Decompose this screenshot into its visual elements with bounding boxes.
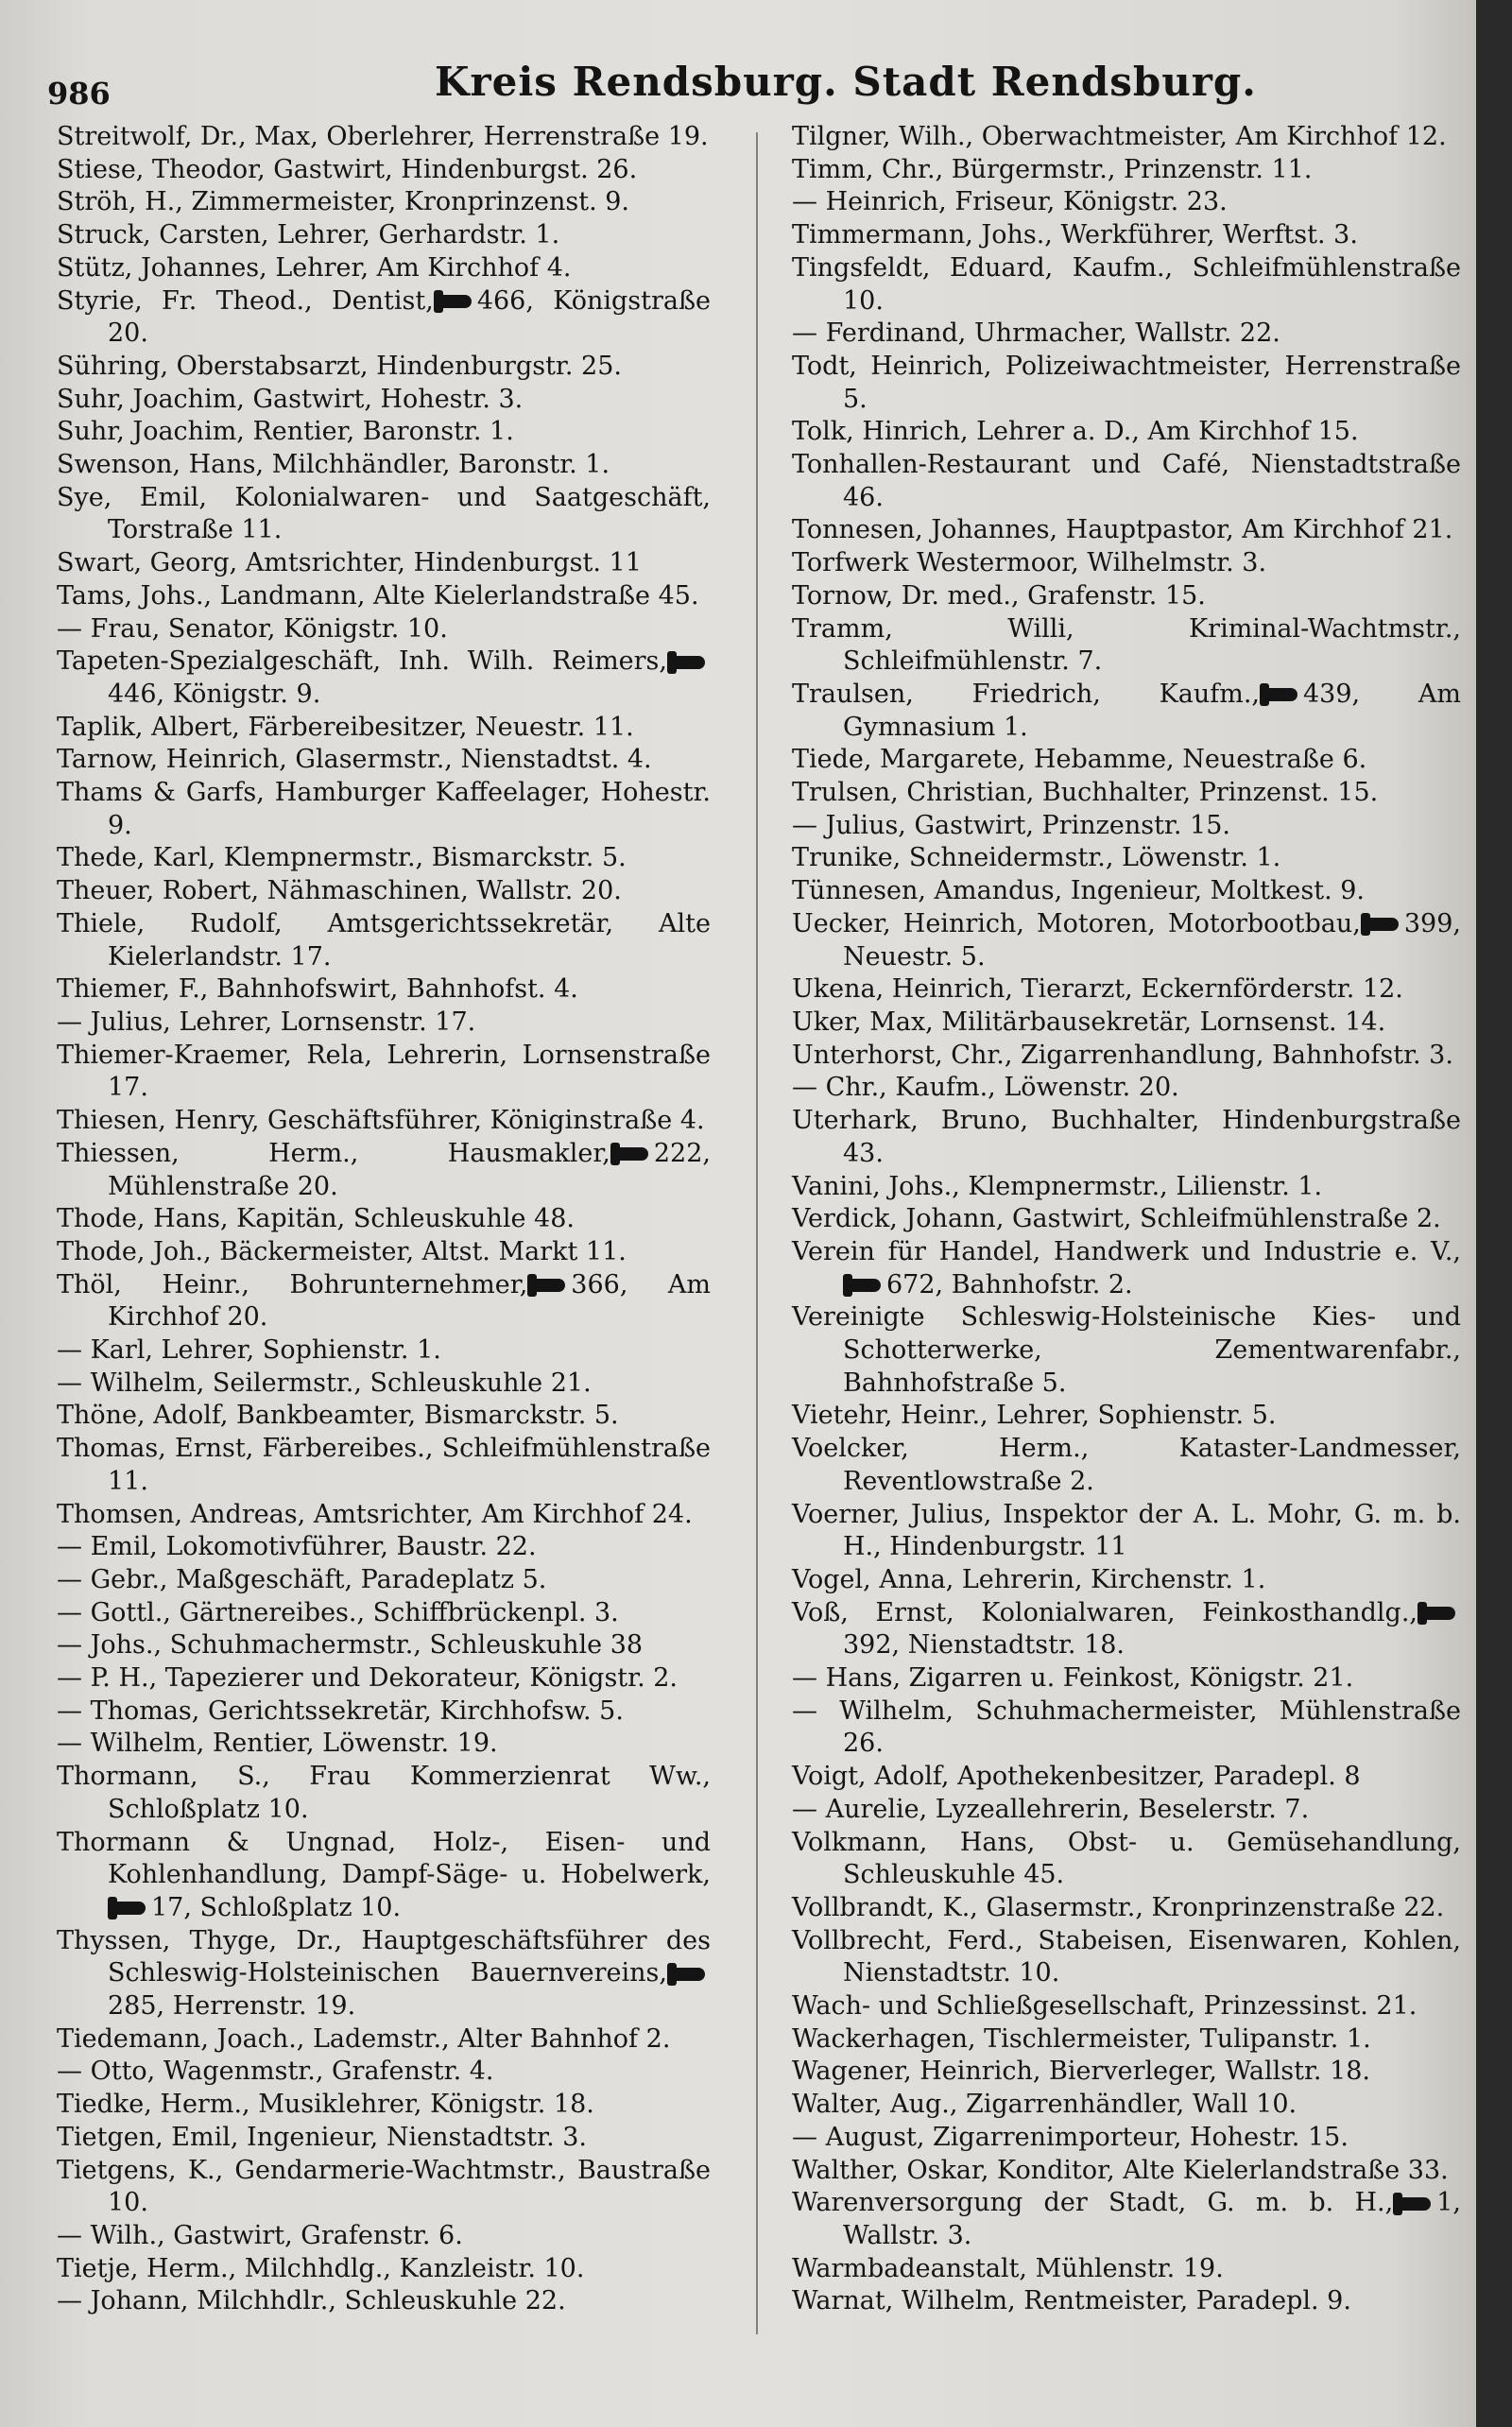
directory-entry: Ukena, Heinrich, Tierarzt, Eckernförderstr. 12. bbox=[792, 974, 1403, 1005]
directory-entry: Thiesen, Henry, Geschäftsführer, Königinstraße 4. bbox=[57, 1106, 705, 1136]
directory-entry: Tilgner, Wilh., Oberwachtmeister, Am Kirchhof 12. bbox=[792, 122, 1447, 151]
directory-entry: Vollbrandt, K., Glasermstr., Kronprinzenstraße 22. bbox=[792, 1892, 1445, 1922]
directory-entry: — Wilhelm, Seilermstr., Schleuskuhle 21. bbox=[57, 1368, 592, 1398]
directory-entry: Trulsen, Christian, Buchhalter, Prinzenst. 15. bbox=[792, 778, 1379, 808]
directory-entry: — Wilhelm, Schuhmachermeister, Mühlenstraße 26. bbox=[792, 1695, 1461, 1759]
directory-entry: — Aurelie, Lyzeallehrerin, Beselerstr. 7. bbox=[792, 1794, 1310, 1824]
directory-entry: Tonhallen-Restaurant und Café, Nienstadtstraße 46. bbox=[792, 450, 1461, 512]
directory-entry: — Ferdinand, Uhrmacher, Wallstr. 22. bbox=[792, 318, 1280, 349]
directory-entry: Tietgens, K., Gendarmerie-Wachtmstr., Baustraße 10. bbox=[57, 2155, 711, 2218]
directory-entry: Uterhark, Bruno, Buchhalter, Hindenburgstraße 43. bbox=[792, 1106, 1461, 1168]
directory-entry: Tünnesen, Amandus, Ingenieur, Moltkest. 9. bbox=[792, 876, 1365, 906]
directory-entry: Swart, Georg, Amtsrichter, Hindenburgst. 11 bbox=[57, 548, 642, 578]
directory-entry: Thomsen, Andreas, Amtsrichter, Am Kirchhof 24. bbox=[57, 1499, 693, 1529]
directory-entry: Tolk, Hinrich, Lehrer a. D., Am Kirchhof 15. bbox=[792, 417, 1359, 447]
directory-entry: — Chr., Kaufm., Löwenstr. 20. bbox=[792, 1073, 1179, 1103]
directory-entry: Taplik, Albert, Färbereibesitzer, Neuestr. 11. bbox=[57, 712, 634, 742]
directory-entry: — Gebr., Maßgeschäft, Paradeplatz 5. bbox=[57, 1564, 547, 1594]
directory-entry: Sühring, Oberstabsarzt, Hindenburgstr. 25. bbox=[57, 351, 622, 381]
directory-entry: Warnat, Wilhelm, Rentmeister, Paradepl. 9. bbox=[792, 2286, 1351, 2316]
directory-entry: Warmbadeanstalt, Mühlenstr. 19. bbox=[792, 2253, 1224, 2283]
directory-entry: Suhr, Joachim, Rentier, Baronstr. 1. bbox=[57, 417, 514, 447]
directory-entry: — August, Zigarrenimporteur, Hohestr. 15. bbox=[792, 2122, 1349, 2152]
directory-entry: — Johs., Schuhmachermstr., Schleuskuhle 38 bbox=[57, 1630, 644, 1661]
directory-entry: Tams, Johs., Landmann, Alte Kielerlandstraße 45. bbox=[57, 580, 699, 611]
running-title: Kreis Rendsburg. Stadt Rendsburg. bbox=[435, 59, 1257, 105]
directory-entry: Theuer, Robert, Nähmaschinen, Wallstr. 20. bbox=[57, 876, 622, 906]
directory-entry: Swenson, Hans, Milchhändler, Baronstr. 1. bbox=[57, 450, 610, 480]
directory-entry: Timm, Chr., Bürgermstr., Prinzenstr. 11. bbox=[792, 154, 1313, 184]
directory-entry: Tietje, Herm., Milchhdlg., Kanzleistr. 10. bbox=[57, 2253, 585, 2283]
directory-entry: Wackerhagen, Tischlermeister, Tulipanstr. 1. bbox=[792, 2023, 1371, 2054]
directory-entry: Thiele, Rudolf, Amtsgerichtssekretär, Alte Kielerlandstr. 17. bbox=[57, 908, 711, 972]
directory-entry: Thede, Karl, Klempnermstr., Bismarckstr. 5. bbox=[57, 843, 627, 873]
directory-entry: Vanini, Johs., Klempnermstr., Lilienstr. 1. bbox=[792, 1171, 1323, 1201]
directory-entry: Verein für Handel, Handwerk und Industrie e. V.,672, Bahnhofstr. 2. bbox=[792, 1236, 1461, 1300]
directory-entry: Todt, Heinrich, Polizeiwachtmeister, Herrenstraße 5. bbox=[792, 351, 1461, 414]
telephone-icon bbox=[1399, 2197, 1431, 2211]
directory-entry: — Hans, Zigarren u. Feinkost, Königstr. 21. bbox=[792, 1663, 1354, 1694]
directory-entry: — Otto, Wagenmstr., Grafenstr. 4. bbox=[57, 2057, 494, 2087]
directory-entry: Walter, Aug., Zigarrenhändler, Wall 10. bbox=[792, 2090, 1297, 2120]
telephone-icon bbox=[849, 1279, 881, 1292]
directory-entry: Thormann & Ungnad, Holz-, Eisen- und Kohlenhandlung, Dampf-Säge- u. Hobelwerk,17, Schloßplatz 10. bbox=[57, 1827, 711, 1922]
directory-entry: Wach- und Schließgesellschaft, Prinzessinst. 21. bbox=[792, 1991, 1418, 2022]
directory-entry: — Wilhelm, Rentier, Löwenstr. 19. bbox=[57, 1729, 498, 1759]
directory-entry: Stütz, Johannes, Lehrer, Am Kirchhof 4. bbox=[57, 252, 572, 283]
directory-entry: Tarnow, Heinrich, Glasermstr., Nienstadtst. 4. bbox=[57, 745, 652, 775]
directory-entry: Tramm, Willi, Kriminal-Wachtmstr., Schleifmühlenstr. 7. bbox=[792, 613, 1461, 677]
directory-entry: Traulsen, Friedrich, Kaufm., 439, Am Gymnasium 1. bbox=[792, 679, 1461, 742]
page-number: 986 bbox=[47, 76, 111, 112]
telephone-icon bbox=[616, 1147, 648, 1161]
directory-entry: Thormann, S., Frau Kommerzienrat Ww., Schloßplatz 10. bbox=[57, 1762, 711, 1824]
directory-entry: Streitwolf, Dr., Max, Oberlehrer, Herrenstraße 19. bbox=[57, 122, 709, 151]
directory-entry: Tonnesen, Johannes, Hauptpastor, Am Kirchhof 21. bbox=[792, 515, 1453, 545]
directory-entry: Thomas, Ernst, Färbereibes., Schleifmühlenstraße 11. bbox=[57, 1434, 711, 1496]
telephone-icon bbox=[533, 1279, 565, 1292]
page-edge-shadow bbox=[1476, 0, 1512, 2427]
directory-entry: — Frau, Senator, Königstr. 10. bbox=[57, 613, 448, 644]
directory-entry: Styrie, Fr. Theod., Dentist, 466, Königstraße 20. bbox=[57, 285, 712, 349]
directory-entry: Tiedke, Herm., Musiklehrer, Königstr. 18. bbox=[57, 2090, 594, 2120]
directory-entry: Warenversorgung der Stadt, G. m. b. H., 1, Wallstr. 3. bbox=[792, 2188, 1461, 2250]
directory-entry: Thams & Garfs, Hamburger Kaffeelager, Hohestr. 9. bbox=[57, 778, 711, 840]
directory-entry: — Julius, Gastwirt, Prinzenstr. 15. bbox=[792, 810, 1230, 840]
directory-entry: Tingsfeldt, Eduard, Kaufm., Schleifmühlenstraße 10. bbox=[792, 252, 1461, 316]
directory-entry: Thiessen, Herm., Hausmakler, 222, Mühlenstraße 20. bbox=[57, 1138, 711, 1201]
column-divider bbox=[756, 132, 758, 2334]
directory-entry: Voigt, Adolf, Apothekenbesitzer, Paradepl. 8 bbox=[792, 1762, 1361, 1792]
telephone-icon bbox=[673, 656, 705, 669]
directory-entry: — Karl, Lehrer, Sophienstr. 1. bbox=[57, 1335, 441, 1366]
directory-entry: Timmermann, Johs., Werkführer, Werftst. 3. bbox=[792, 220, 1358, 250]
directory-entry: Volkmann, Hans, Obst- u. Gemüsehandlung, Schleuskuhle 45. bbox=[792, 1827, 1461, 1890]
directory-entry: Ströh, H., Zimmermeister, Kronprinzenst. 9. bbox=[57, 187, 630, 217]
directory-entry: Sye, Emil, Kolonialwaren- und Saatgeschäft, Torstraße 11. bbox=[57, 482, 711, 545]
directory-entry: — Thomas, Gerichtssekretär, Kirchhofsw. 5. bbox=[57, 1695, 624, 1726]
left-column bbox=[57, 121, 711, 2318]
directory-entry: — Gottl., Gärtnereibes., Schiffbrückenpl. 3. bbox=[57, 1597, 619, 1627]
directory-entry: — Johann, Milchhdlr., Schleuskuhle 22. bbox=[57, 2286, 566, 2316]
directory-entry: Thiemer-Kraemer, Rela, Lehrerin, Lornsenstraße 17. bbox=[57, 1040, 711, 1103]
directory-entry: Uecker, Heinrich, Motoren, Motorbootbau, 399, Neuestr. 5. bbox=[792, 908, 1461, 972]
directory-entry: Thöl, Heinr., Bohrunternehmer, 366, Am Kirchhof 20. bbox=[57, 1269, 711, 1333]
telephone-icon bbox=[113, 1902, 146, 1915]
directory-entry: Thöne, Adolf, Bankbeamter, Bismarckstr. 5. bbox=[57, 1401, 619, 1431]
directory-entry: Trunike, Schneidermstr., Löwenstr. 1. bbox=[792, 843, 1281, 873]
directory-entry: Voerner, Julius, Inspektor der A. L. Mohr, G. m. b. H., Hindenburgstr. 11 bbox=[792, 1499, 1461, 1562]
directory-entry: Unterhorst, Chr., Zigarrenhandlung, Bahnhofstr. 3. bbox=[792, 1040, 1453, 1070]
right-column bbox=[792, 121, 1461, 2318]
directory-entry: Suhr, Joachim, Gastwirt, Hohestr. 3. bbox=[57, 384, 524, 414]
directory-entry: Wagener, Heinrich, Bierverleger, Wallstr. 18. bbox=[792, 2057, 1371, 2087]
directory-entry: — P. H., Tapezierer und Dekorateur, Königstr. 2. bbox=[57, 1663, 679, 1694]
telephone-icon bbox=[673, 1968, 705, 1981]
directory-entry: Walther, Oskar, Konditor, Alte Kielerlandstraße 33. bbox=[792, 2155, 1449, 2185]
directory-entry: Verdick, Johann, Gastwirt, Schleifmühlenstraße 2. bbox=[792, 1204, 1441, 1234]
directory-entry: Tiede, Margarete, Hebamme, Neuestraße 6. bbox=[792, 745, 1367, 775]
directory-entry: Torfwerk Westermoor, Wilhelmstr. 3. bbox=[792, 548, 1267, 578]
directory-entry: Stiese, Theodor, Gastwirt, Hindenburgst. 26. bbox=[57, 154, 638, 184]
directory-entry: Thode, Hans, Kapitän, Schleuskuhle 48. bbox=[57, 1204, 575, 1234]
directory-entry: — Wilh., Gastwirt, Grafenstr. 6. bbox=[57, 2221, 463, 2250]
directory-entry: — Julius, Lehrer, Lornsenstr. 17. bbox=[57, 1007, 476, 1037]
directory-entry: Uker, Max, Militärbausekretär, Lornsenst. 14. bbox=[792, 1007, 1386, 1037]
directory-entry: Vogel, Anna, Lehrerin, Kirchenstr. 1. bbox=[792, 1564, 1266, 1594]
telephone-icon bbox=[1265, 688, 1297, 701]
directory-entry: Voß, Ernst, Kolonialwaren, Feinkosthandlg.,392, Nienstadtstr. 18. bbox=[792, 1597, 1461, 1662]
directory-entry: — Emil, Lokomotivführer, Baustr. 22. bbox=[57, 1532, 537, 1562]
directory-entry: Thode, Joh., Bäckermeister, Altst. Markt 11. bbox=[57, 1236, 627, 1266]
directory-entry: Struck, Carsten, Lehrer, Gerhardstr. 1. bbox=[57, 220, 560, 250]
directory-entry: Voelcker, Herm., Kataster-Landmesser, Reventlowstraße 2. bbox=[792, 1434, 1461, 1496]
page-header bbox=[0, 59, 1474, 115]
directory-entry: Thiemer, F., Bahnhofswirt, Bahnhofst. 4. bbox=[57, 974, 578, 1005]
directory-entry: Vereinigte Schleswig-Holsteinische Kies- und Schotterwerke, Zementwarenfabr., Bahnhofstraße 5. bbox=[792, 1302, 1461, 1398]
directory-entry: Tietgen, Emil, Ingenieur, Nienstadtstr. 3. bbox=[57, 2122, 587, 2152]
directory-entry: Tapeten-Spezialgeschäft, Inh. Wilh. Reimers,446, Königstr. 9. bbox=[57, 645, 711, 711]
telephone-icon bbox=[439, 295, 472, 308]
directory-entry: Thyssen, Thyge, Dr., Hauptgeschäftsführer des Schleswig-Holsteinischen Bauernvereins,285, Herrenstr. 19. bbox=[57, 1925, 711, 2022]
directory-entry: Vollbrecht, Ferd., Stabeisen, Eisenwaren, Kohlen, Nienstadtstr. 10. bbox=[792, 1925, 1461, 1988]
telephone-icon bbox=[1423, 1607, 1455, 1620]
directory-entry: Vietehr, Heinr., Lehrer, Sophienstr. 5. bbox=[792, 1401, 1277, 1431]
directory-entry: Tornow, Dr. med., Grafenstr. 15. bbox=[792, 580, 1206, 611]
directory-entry: Tiedemann, Joach., Lademstr., Alter Bahnhof 2. bbox=[57, 2023, 671, 2054]
telephone-icon bbox=[1366, 918, 1399, 931]
directory-entry: — Heinrich, Friseur, Königstr. 23. bbox=[792, 187, 1228, 217]
